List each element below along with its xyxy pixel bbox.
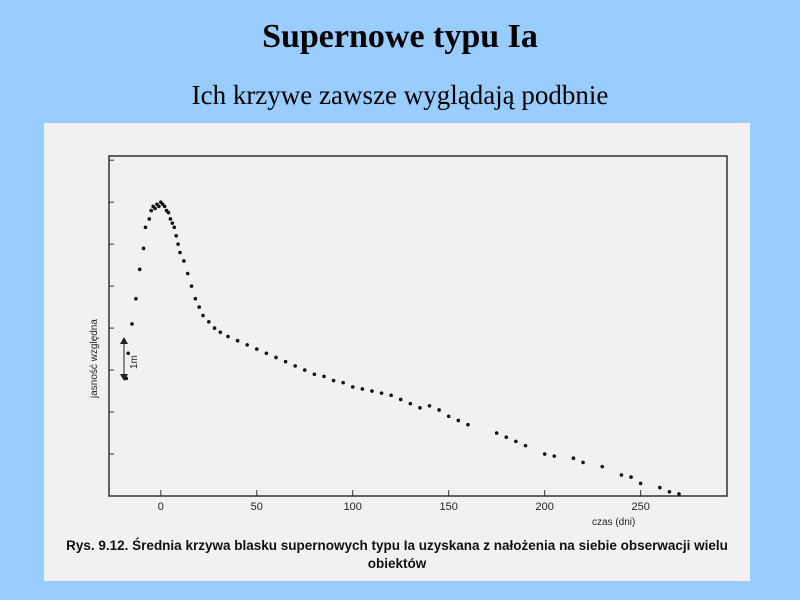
data-point: [332, 379, 336, 383]
data-point: [148, 217, 152, 221]
data-point: [524, 444, 528, 448]
x-tick-label: 250: [631, 501, 650, 513]
data-point: [226, 335, 230, 339]
data-point: [197, 305, 201, 309]
slide-title: Supernowe typu Ia: [262, 18, 538, 55]
data-point: [236, 339, 240, 343]
data-point: [174, 234, 178, 238]
data-point: [409, 402, 413, 406]
data-point: [668, 490, 672, 494]
data-point: [153, 207, 157, 211]
x-axis-label: czas (dni): [592, 517, 636, 528]
data-point: [186, 272, 190, 276]
data-point: [351, 385, 355, 389]
data-point: [495, 431, 499, 435]
data-point: [572, 456, 576, 460]
data-point: [219, 330, 223, 334]
data-point: [255, 347, 259, 351]
magnitude-scale-marker: [120, 337, 140, 381]
data-point: [201, 314, 205, 318]
data-point: [245, 343, 249, 347]
data-point: [194, 297, 198, 301]
light-curve-chart: [44, 123, 750, 581]
data-point: [134, 297, 138, 301]
data-point: [144, 226, 148, 230]
data-point: [677, 492, 681, 496]
data-point: [138, 268, 142, 272]
x-tick-label: 100: [343, 501, 362, 513]
data-point: [172, 226, 176, 230]
data-point: [213, 326, 217, 330]
data-point: [142, 247, 146, 251]
data-point: [437, 408, 441, 412]
caption-text: Średnia krzywa blasku supernowych typu Ia uzyskana z nałożenia na siebie obserwacji wielu obiektów: [132, 538, 728, 571]
data-point: [265, 351, 269, 355]
data-point: [629, 475, 633, 479]
data-point: [428, 404, 432, 408]
x-axis-ticks: [158, 490, 650, 513]
x-tick-label: 200: [535, 501, 554, 513]
plot-frame: [109, 156, 727, 496]
data-point: [399, 398, 403, 402]
data-point: [447, 414, 451, 418]
data-point: [293, 364, 297, 368]
data-point: [171, 221, 175, 225]
data-point: [620, 473, 624, 477]
x-tick-label: 150: [439, 501, 458, 513]
data-point: [176, 242, 180, 246]
data-point: [658, 486, 662, 490]
figure-caption: [44, 537, 750, 573]
data-point: [313, 372, 317, 376]
data-point: [149, 209, 153, 213]
data-point: [639, 482, 643, 486]
data-point: [274, 356, 278, 360]
data-point: [182, 259, 186, 263]
data-point: [514, 440, 518, 444]
data-point: [552, 454, 556, 458]
data-point: [157, 205, 161, 209]
caption-label: Rys. 9.12.: [66, 538, 129, 553]
data-point: [457, 419, 461, 423]
data-point: [581, 461, 585, 465]
data-point: [126, 351, 130, 355]
x-tick-label: 50: [250, 501, 263, 513]
data-point: [190, 284, 194, 288]
data-point: [130, 322, 134, 326]
y-axis-label: jasność względna: [89, 319, 100, 398]
data-point: [370, 389, 374, 393]
data-point: [504, 435, 508, 439]
data-point: [466, 423, 470, 427]
data-point: [163, 205, 167, 209]
slide-subtitle: Ich krzywe zawsze wyglądają podbnie: [191, 80, 609, 110]
data-point: [361, 387, 365, 391]
data-point: [322, 375, 326, 379]
data-point: [389, 393, 393, 397]
data-point: [284, 360, 288, 364]
data-point: [207, 320, 211, 324]
data-points: [124, 200, 680, 495]
x-tick-label: 0: [157, 501, 164, 513]
data-point: [167, 211, 171, 215]
data-point: [303, 368, 307, 372]
data-point: [341, 381, 345, 385]
data-point: [169, 217, 173, 221]
scanned-figure: [44, 123, 750, 581]
scale-marker-label: 1m: [129, 355, 140, 369]
data-point: [543, 452, 547, 456]
data-point: [380, 391, 384, 395]
data-point: [178, 251, 182, 255]
data-point: [600, 465, 604, 469]
data-point: [418, 406, 422, 410]
